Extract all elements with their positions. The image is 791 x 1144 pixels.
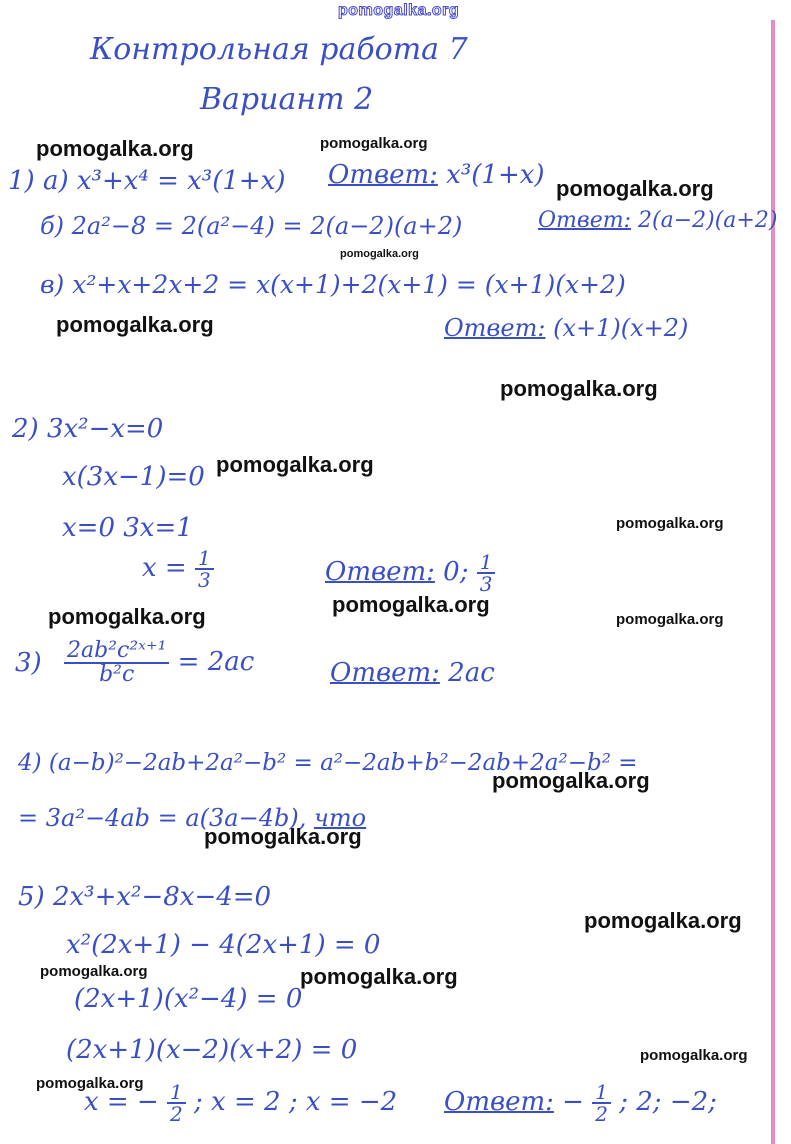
variant-label: Вариант 2 bbox=[200, 82, 374, 117]
task1-c-answer bbox=[444, 316, 688, 340]
watermark: pomogalka.org bbox=[36, 136, 194, 161]
watermark: pomogalka.org bbox=[556, 176, 714, 201]
answer-value: 2ac bbox=[448, 658, 495, 688]
task2-line1: 2) 3x²−x=0 bbox=[12, 414, 164, 444]
task4-line2-end: что bbox=[313, 804, 367, 832]
task5-line3: (2x+1)(x²−4) = 0 bbox=[74, 984, 303, 1014]
line-rest: ; x = 2 ; x = −2 bbox=[194, 1087, 398, 1117]
task4-line1: 4) (a−b)²−2ab+2a²−b² = a²−2ab+b²−2ab+2a²−b² = bbox=[18, 750, 638, 776]
task1-b-line: б) 2a²−8 = 2(a²−4) = 2(a−2)(a+2) bbox=[40, 212, 463, 240]
watermark: pomogalka.org bbox=[500, 376, 658, 401]
watermark: pomogalka.org bbox=[332, 592, 490, 617]
answer-label: Ответ: bbox=[444, 314, 546, 342]
task2-line3: x=0 3x=1 bbox=[62, 513, 193, 543]
task5-line1: 5) 2x³+x²−8x−4=0 bbox=[18, 882, 272, 912]
watermark: pomogalka.org bbox=[36, 1075, 144, 1092]
fraction-numerator: 1 bbox=[167, 1082, 186, 1104]
watermark: pomogalka.org bbox=[340, 248, 419, 260]
page-title: Контрольная работа 7 bbox=[90, 32, 468, 67]
answer-value: x³(1+x) bbox=[446, 160, 545, 190]
task3-answer bbox=[330, 660, 495, 686]
fraction-numerator: 1 bbox=[195, 548, 214, 570]
watermark: pomogalka.org bbox=[204, 824, 362, 849]
fraction bbox=[477, 552, 496, 594]
answer-value: (x+1)(x+2) bbox=[553, 314, 689, 342]
task3-label: 3) bbox=[15, 648, 42, 678]
fraction-denominator: 3 bbox=[479, 572, 493, 596]
watermark: pomogalka.org bbox=[48, 604, 206, 629]
task2-line2: x(3x−1)=0 bbox=[62, 462, 205, 492]
watermark: pomogalka.org bbox=[616, 611, 724, 628]
fraction bbox=[592, 1082, 611, 1124]
watermark: pomogalka.org bbox=[216, 452, 374, 477]
task1-a-line: 1) а) x³+x⁴ = x³(1+x) bbox=[8, 166, 286, 196]
line-prefix: x = − bbox=[84, 1087, 159, 1117]
task5-answer bbox=[444, 1082, 717, 1124]
fraction-numerator: 2ab²c²ˣ⁺¹ bbox=[64, 640, 169, 664]
fraction-denominator: 2 bbox=[170, 1102, 183, 1126]
task1-c-line: в) x²+x+2x+2 = x(x+1)+2(x+1) = (x+1)(x+2) bbox=[40, 270, 626, 299]
watermark: pomogalka.org bbox=[640, 1047, 748, 1064]
fraction-numerator: 1 bbox=[477, 552, 496, 574]
answer-label: Ответ: bbox=[330, 658, 440, 688]
task5-line2: x²(2x+1) − 4(2x+1) = 0 bbox=[66, 930, 381, 960]
task4-line2-text: = 3a²−4ab = a(3a−4b), bbox=[18, 804, 307, 832]
margin-line bbox=[771, 20, 775, 1144]
answer-prefix: − bbox=[562, 1087, 584, 1117]
line-prefix: x = bbox=[142, 553, 187, 583]
task2-answer bbox=[325, 552, 495, 594]
task3-fraction-line bbox=[64, 640, 254, 686]
watermark: pomogalka.org bbox=[300, 964, 458, 989]
fraction bbox=[64, 640, 169, 686]
watermark: pomogalka.org bbox=[492, 768, 650, 793]
answer-label: Ответ: bbox=[325, 557, 435, 587]
fraction bbox=[167, 1082, 186, 1124]
answer-value: 2(a−2)(a+2) bbox=[638, 208, 778, 233]
fraction bbox=[195, 548, 214, 590]
answer-rest: ; 2; −2; bbox=[619, 1087, 717, 1117]
watermark: pomogalka.org bbox=[56, 312, 214, 337]
watermark: pomogalka.org bbox=[40, 963, 148, 980]
task1-a-answer bbox=[328, 162, 545, 188]
task3-result: = 2ac bbox=[177, 647, 255, 677]
watermark: pomogalka.org bbox=[616, 515, 724, 532]
fraction-denominator: b²c bbox=[99, 662, 135, 687]
fraction-denominator: 3 bbox=[197, 568, 211, 592]
watermark-top: pomogalka.org bbox=[338, 2, 460, 19]
task2-line4 bbox=[142, 548, 214, 590]
answer-label: Ответ: bbox=[444, 1087, 554, 1117]
answer-label: Ответ: bbox=[538, 208, 631, 233]
fraction-numerator: 1 bbox=[592, 1082, 611, 1104]
answer-label: Ответ: bbox=[328, 160, 438, 190]
answer-prefix: 0; bbox=[443, 557, 469, 587]
task5-line4: (2x+1)(x−2)(x+2) = 0 bbox=[66, 1035, 358, 1065]
task1-b-answer bbox=[538, 210, 777, 232]
fraction-denominator: 2 bbox=[595, 1102, 608, 1126]
watermark: pomogalka.org bbox=[320, 135, 428, 152]
watermark: pomogalka.org bbox=[584, 908, 742, 933]
